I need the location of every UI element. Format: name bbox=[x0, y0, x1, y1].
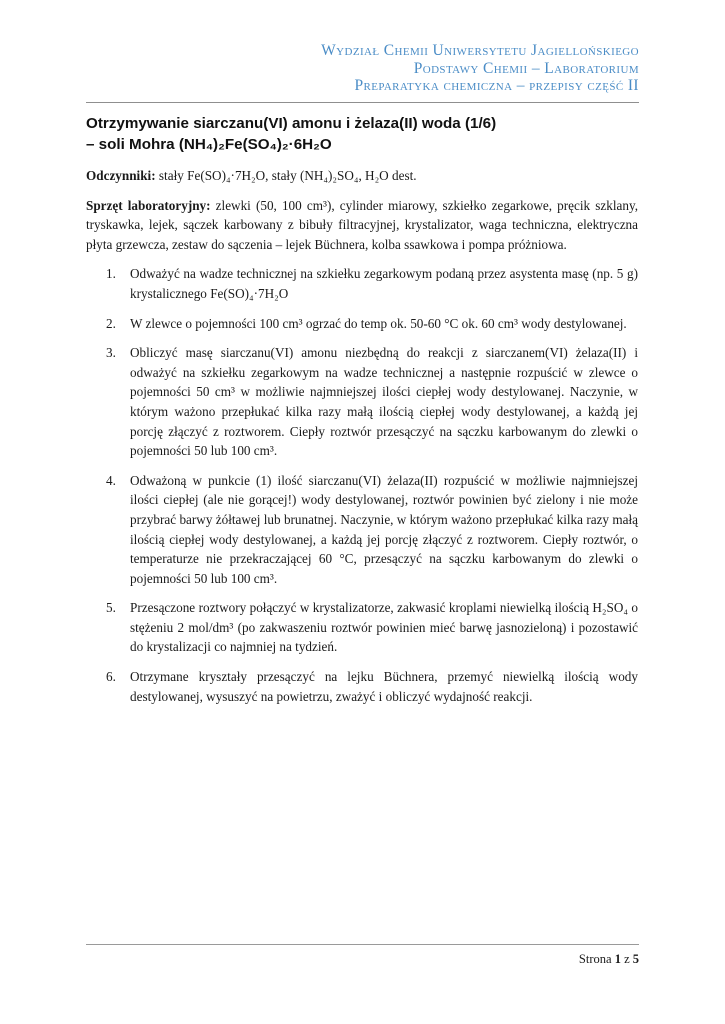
page-current: 1 bbox=[614, 952, 621, 966]
procedure-steps bbox=[86, 264, 638, 706]
document-header bbox=[321, 42, 639, 95]
procedure-step bbox=[86, 264, 638, 303]
equipment-text: zlewki (50, 100 cm³), cylinder miarowy, szkiełko zegarkowe, pręcik szklany, tryskawka, lejek, sączek karbowany z bibuły filtracyjnej, krystalizator, waga techniczna, elektryczna płyta grzewcza, zestaw do sączenia – lejek Büchnera, kolba ssawkowa i pompa próżniowa. bbox=[86, 197, 638, 252]
step-text: Obliczyć masę siarczanu(VI) amonu niezbędną do reakcji z siarczanem(VI) żelaza(II) i odważyć na szkiełku zegarkowym na wadze technicznej a następnie rozpuścić w zlewce o pojemności 50 cm³ w możliwie najmniejszej ilości ciepłej wody destylowanej. Naczynie, w którym ważono przepłukać kilka razy małą ilością ciepłej wody destylowanej, a każdą jej porcję złączyć z roztworem. Ciepły roztwór przesączyć na sączku karbowanym do zlewki o pojemności 50 lub 100 cm³. bbox=[130, 345, 638, 459]
step-number: 1. bbox=[106, 266, 116, 282]
step-number: 6. bbox=[106, 669, 116, 685]
header-faculty: Wydział Chemii Uniwersytetu Jagiellońskiego bbox=[321, 42, 639, 59]
step-number: 2. bbox=[106, 315, 116, 331]
header-divider bbox=[86, 102, 639, 103]
procedure-step bbox=[86, 343, 638, 461]
procedure-step bbox=[86, 471, 638, 589]
page-label: Strona bbox=[578, 952, 612, 966]
footer-divider bbox=[86, 944, 639, 945]
equipment-paragraph bbox=[86, 196, 638, 255]
reagents-paragraph bbox=[86, 166, 638, 186]
page-of: z bbox=[624, 952, 630, 966]
equipment-label: Sprzęt laboratoryjny: bbox=[86, 197, 211, 213]
reagents-label: Odczynniki: bbox=[86, 168, 156, 183]
document-body bbox=[86, 166, 638, 716]
step-text: W zlewce o pojemności 100 cm³ ogrzać do temp ok. 50-60 °C ok. 60 cm³ wody destylowanej. bbox=[130, 315, 627, 331]
page-title bbox=[86, 113, 496, 155]
title-line-2: – soli Mohra (NH₄)₂Fe(SO₄)₂·6H₂O bbox=[86, 136, 332, 153]
header-section: Preparatyka chemiczna – przepisy część II bbox=[354, 77, 639, 94]
procedure-step bbox=[86, 598, 638, 657]
step-number: 5. bbox=[106, 600, 116, 616]
procedure-step bbox=[86, 314, 638, 334]
step-text: Odważyć na wadze technicznej na szkiełku zegarkowym podaną przez asystenta masę (np. 5 g) krystalicznego Fe(SO)₄·7H₂O bbox=[130, 266, 638, 301]
step-number: 3. bbox=[106, 345, 116, 361]
step-number: 4. bbox=[106, 472, 116, 488]
step-text: Przesączone roztwory połączyć w krystalizatorze, zakwasić kroplami niewielką ilością H₂SO₄ o stężeniu 2 mol/dm³ (po zakwaszeniu roztwór powinien mieć barwę jasnozieloną) i pozostawić do krystalizacji co najmniej na tydzień. bbox=[130, 600, 638, 655]
page-total: 5 bbox=[632, 952, 639, 966]
header-course: Podstawy Chemii – Laboratorium bbox=[413, 59, 639, 77]
step-text: Otrzymane kryształy przesączyć na lejku Büchnera, przemyć niewielką ilością wody destylowanej, wysuszyć na powietrzu, zważyć i obliczyć wydajność reakcji. bbox=[130, 669, 638, 704]
step-text: Odważoną w punkcie (1) ilość siarczanu(VI) żelaza(II) rozpuścić w możliwie najmniejszej ilości ciepłej (ale nie gorącej!) wody destylowanej, roztwór powinien być zielony i nie może przybrać barwy żółtawej lub brunatnej. Naczynie, w którym ważono przepłukać kilka razy małą ilością ciepłej wody destylowanej, a każdą jej porcję złączyć z roztworem. Ciepły roztwór, o temperaturze nie przekraczającej 60 °C, przesączyć na sączku karbowanym do zlewki o pojemności 50 lub 100 cm³. bbox=[130, 472, 638, 586]
page-number bbox=[579, 952, 639, 967]
title-line-1: Otrzymywanie siarczanu(VI) amonu i żelaza(II) woda (1/6) bbox=[86, 115, 497, 132]
procedure-step bbox=[86, 667, 638, 706]
reagents-text: stały Fe(SO)₄·7H₂O, stały (NH₄)₂SO₄, H₂O dest. bbox=[158, 168, 417, 183]
